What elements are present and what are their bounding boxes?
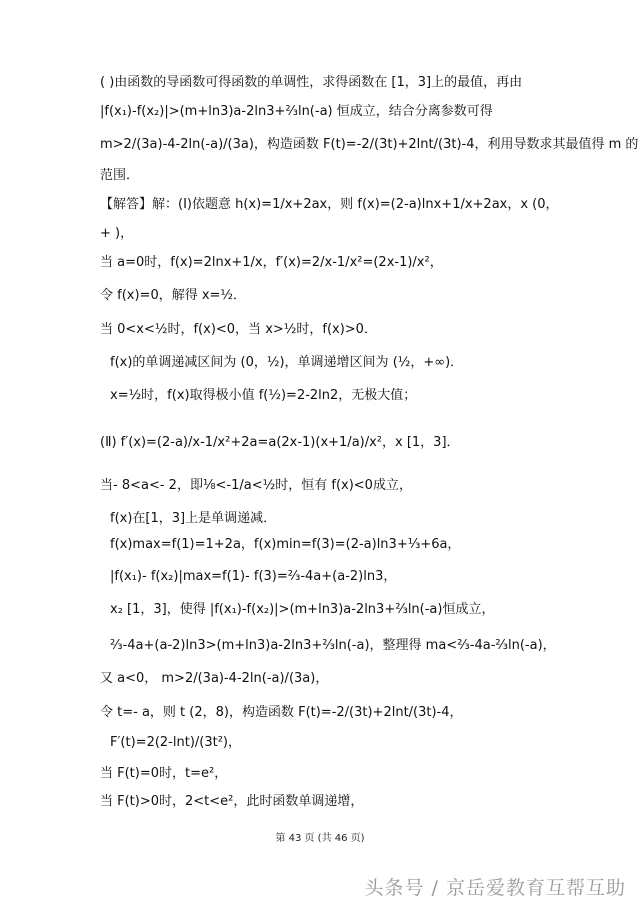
text-line: 范围． xyxy=(100,168,140,183)
text-line: 令 t=- a，则 t (2，8)，构造函数 F(t)=-2/(3t)+2lnt/(3t)-4， xyxy=(100,705,463,720)
text-line: 令 f(x)=0，解得 x=½． xyxy=(100,288,247,303)
text-line: 又 a<0， m>2/(3a)-4-2ln(-a)/(3a)， xyxy=(100,671,329,686)
text-line: |f(x₁)-f(x₂)|>(m+ln3)a-2ln3+⅔ln(-a) 恒成立，结合分离参数可得 xyxy=(100,104,493,119)
text-line: f(x)max=f(1)=1+2a，f(x)min=f(3)=(2-a)ln3+⅓+6a， xyxy=(110,537,461,552)
text-line: 【解答】解：(Ⅰ)依题意 h(x)=1/x+2ax，则 f(x)=(2-a)lnx+1/x+2ax，x (0， xyxy=(100,197,559,212)
watermark: 头条号 / 京岳爱教育互帮互助 xyxy=(364,877,626,899)
text-line: + )， xyxy=(100,226,134,241)
text-line: ( )由函数的导函数可得函数的单调性，求得函数在 [1，3]上的最值，再由 xyxy=(100,75,523,90)
text-line: f(x)的单调递减区间为 (0，½)，单调递增区间为 (½，+∞)． xyxy=(110,355,464,370)
text-line: 当 a=0时，f(x)=2lnx+1/x，f′(x)=2/x-1/x²=(2x-1)/x²， xyxy=(100,255,443,270)
text-line: 当 F(t)=0时，t=e²， xyxy=(100,766,228,781)
text-line: 当 0<x<½时，f(x)<0，当 x>½时，f(x)>0． xyxy=(100,322,377,337)
text-line: x=½时，f(x)取得极小值 f(½)=2-2ln2，无极大值； xyxy=(110,388,417,403)
text-line: x₂ [1，3]，使得 |f(x₁)-f(x₂)|>(m+ln3)a-2ln3+⅔ln(-a)恒成立， xyxy=(110,602,495,617)
text-line: 当 F(t)>0时，2<t<e²，此时函数单调递增， xyxy=(100,794,364,809)
page-footer: 第 43 页 (共 46 页) xyxy=(275,833,365,844)
text-line: F′(t)=2(2-lnt)/(3t²)， xyxy=(110,735,241,750)
text-line: 当- 8<a<- 2，即⅛<-1/a<½时，恒有 f(x)<0成立， xyxy=(100,478,412,493)
text-line: m>2/(3a)-4-2ln(-a)/(3a)，构造函数 F(t)=-2/(3t)+2lnt/(3t)-4，利用导数求其最值得 m 的 xyxy=(100,137,639,152)
text-line: |f(x₁)- f(x₂)|max=f(1)- f(3)=⅔-4a+(a-2)ln3， xyxy=(110,569,397,584)
text-line: (Ⅱ) f′(x)=(2-a)/x-1/x²+2a=a(2x-1)(x+1/a)/x²，x [1，3]． xyxy=(100,435,460,450)
text-line: ⅔-4a+(a-2)ln3>(m+ln3)a-2ln3+⅔ln(-a)，整理得 ma<⅔-4a-⅔ln(-a)， xyxy=(110,638,556,653)
text-line: f(x)在[1，3]上是单调递减． xyxy=(110,511,277,526)
